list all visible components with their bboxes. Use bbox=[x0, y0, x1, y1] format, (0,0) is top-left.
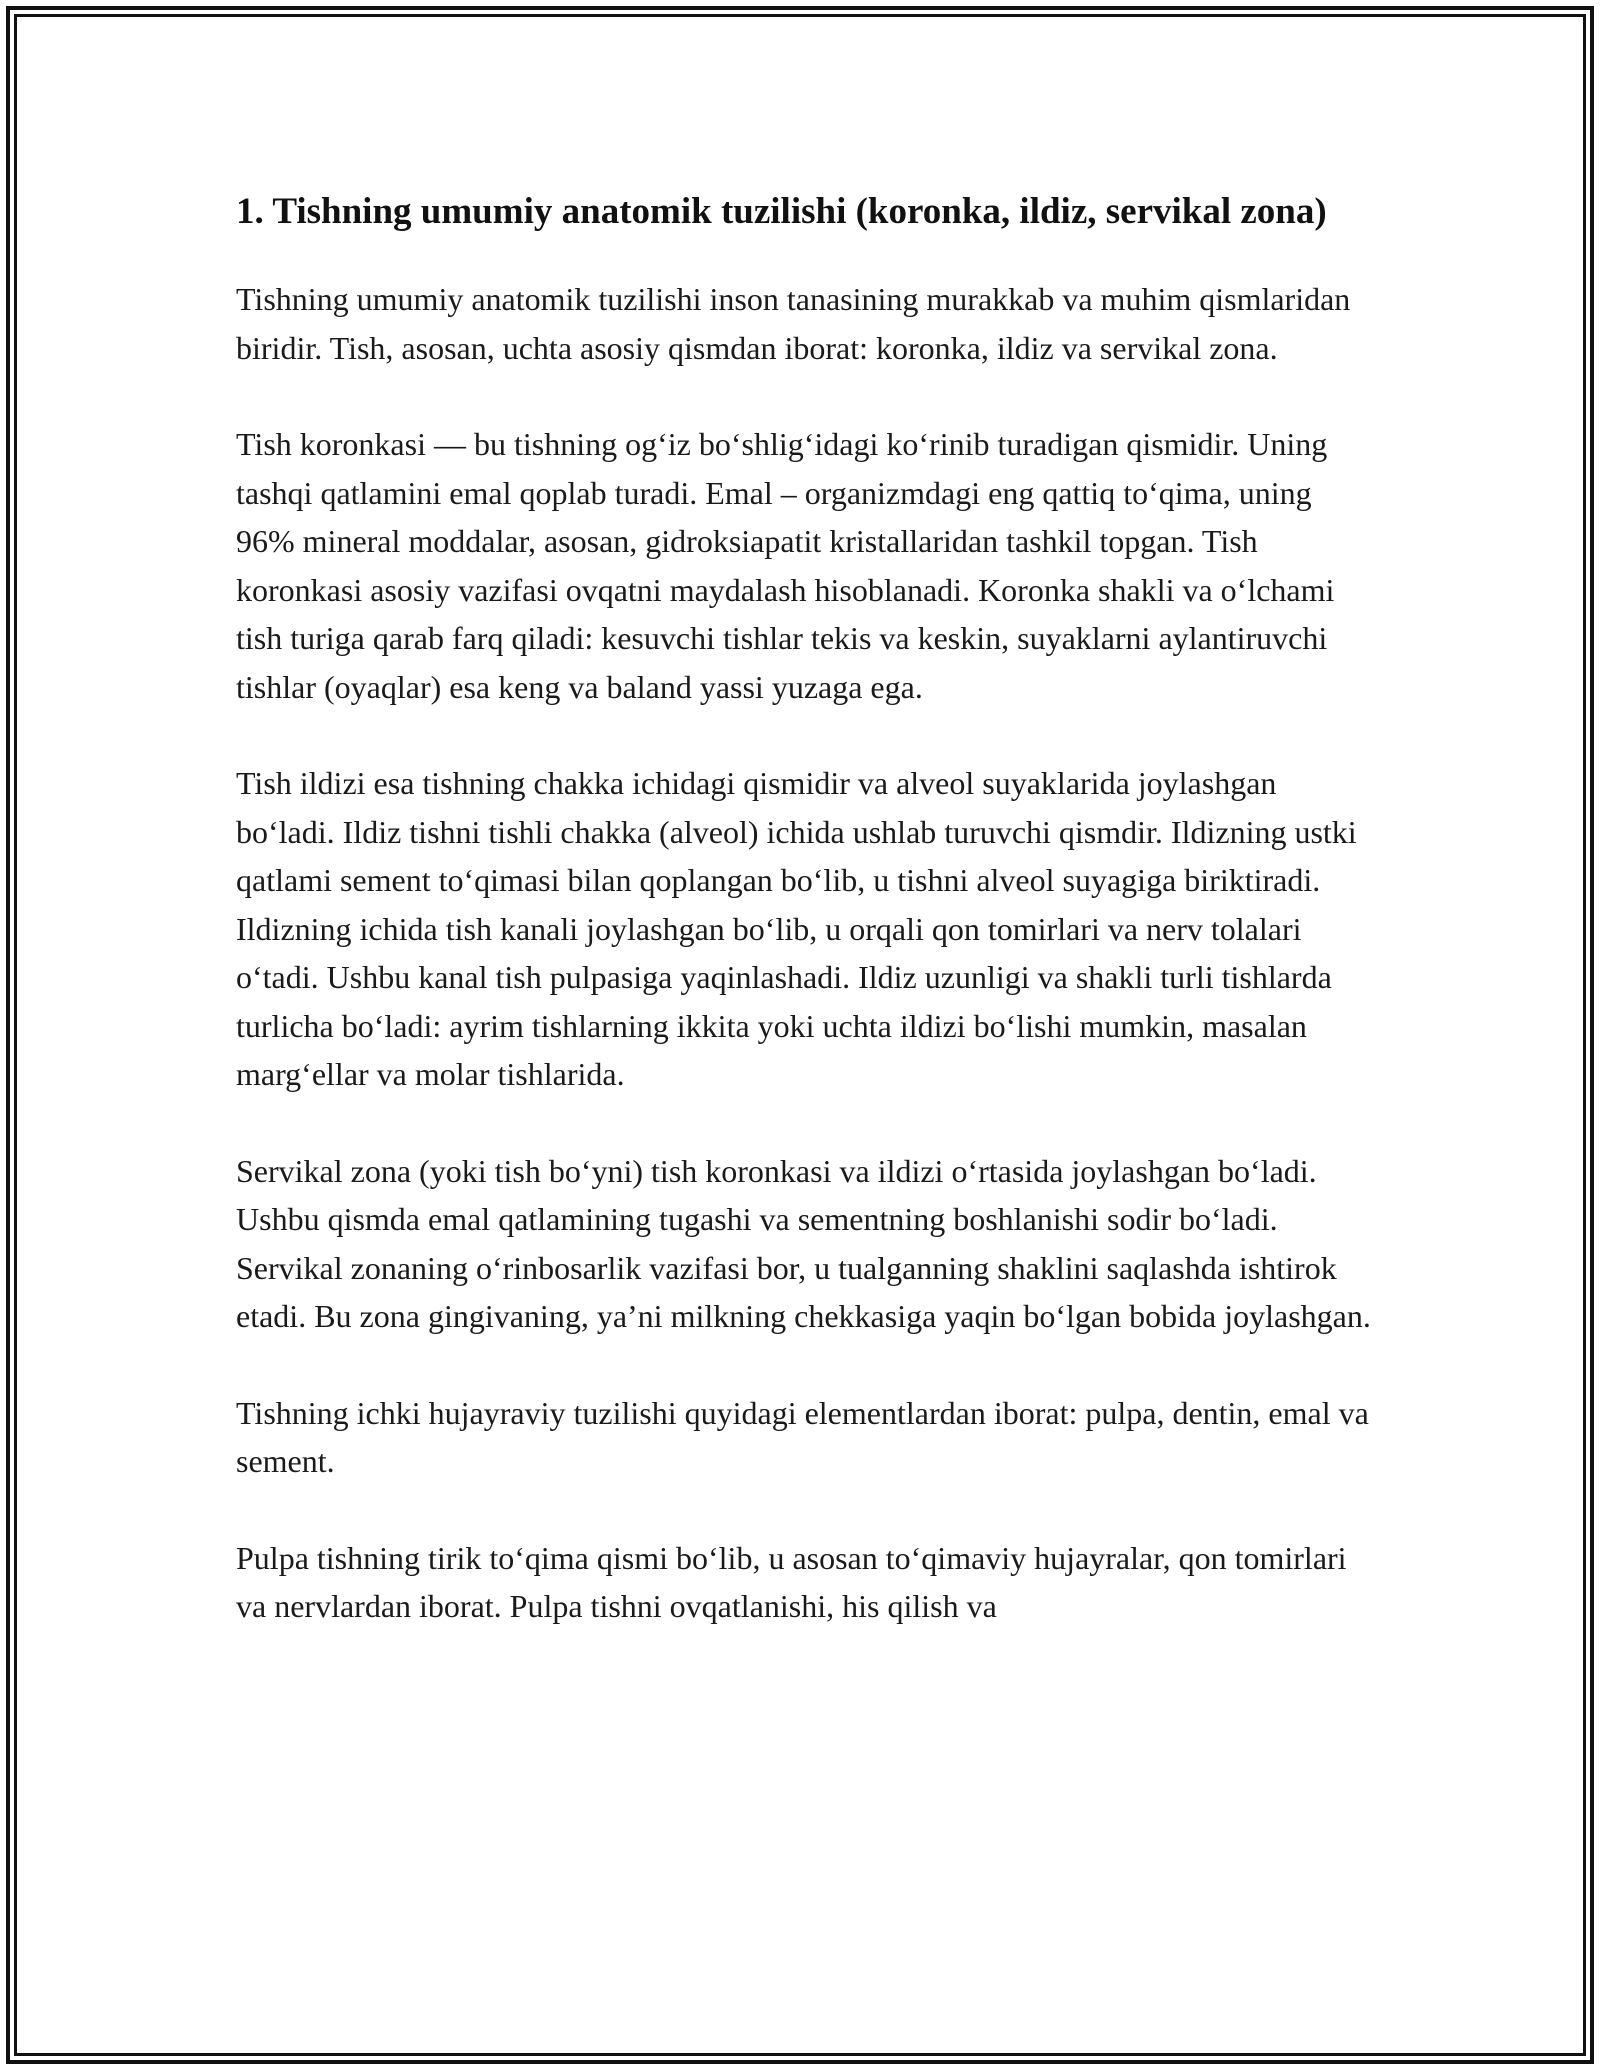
paragraph-pulp: Pulpa tishning tirik to‘qima qismi bo‘lib, u asosan to‘qimaviy hujayralar, qon tomirlari va nervlardan iborat. Pulpa tishni ovqatlanishi, his qilish va bbox=[236, 1539, 1347, 1624]
section-heading: 1. Tishning umumiy anatomik tuzilishi (koronka, ildiz, servikal zona) bbox=[236, 191, 1327, 232]
paragraph-internal-structure: Tishning ichki hujayraviy tuzilishi quyidagi elementlardan iborat: pulpa, dentin, emal va sement. bbox=[236, 1394, 1369, 1479]
paragraph-cervical-zone: Servikal zona (yoki tish bo‘yni) tish koronkasi va ildizi o‘rtasida joylashgan bo‘ladi. Ushbu qismda emal qatlamining tugashi va sementning boshlanishi sodir bo‘ladi. Servikal zonaning o‘rinbosarlik vazifasi bor, u tualganning shaklini saqlashda ishtirok etadi. Bu zona gingivaning, ya’ni milkning chekkasiga yaqin bo‘lgan bobida joylashgan. bbox=[236, 1152, 1371, 1334]
paragraph-intro: Tishning umumiy anatomik tuzilishi inson tanasining murakkab va muhim qismlaridan biridir. Tish, asosan, uchta asosiy qismdan iborat: koronka, ildiz va servikal zona. bbox=[236, 281, 1351, 366]
paragraph-root: Tish ildizi esa tishning chakka ichidagi qismidir va alveol suyaklarida joylashgan bo‘ladi. Ildiz tishni tishli chakka (alveol) ichida ushlab turuvchi qismdir. Ildizning ustki qatlami sement to‘qimasi bilan qoplangan bo‘lib, u tishni alveol suyagiga biriktiradi. Ildizning ichida tish kanali joylashgan bo‘lib, u orqali qon tomirlari va nerv tolalari o‘tadi. Ushbu kanal tish pulpasiga yaqinlashadi. Ildiz uzunligi va shakli turli tishlarda turlicha bo‘ladi: ayrim tishlarning ikkita yoki uchta ildizi bo‘lishi mumkin, masalan marg‘ellar va molar tishlarida. bbox=[236, 765, 1357, 1092]
document-body bbox=[236, 184, 1376, 1679]
paragraph-crown: Tish koronkasi — bu tishning og‘iz bo‘shlig‘idagi ko‘rinib turadigan qismidir. Uning tashqi qatlamini emal qoplab turadi. Emal – organizmdagi eng qattiq to‘qima, uning 96% mineral moddalar, asosan, gidroksiapatit kristallaridan tashkil topgan. Tish koronkasi asosiy vazifasi ovqatni maydalash hisoblanadi. Koronka shakli va o‘lchami tish turiga qarab farq qiladi: kesuvchi tishlar tekis va keskin, suyaklarni aylantiruvchi tishlar (oyaqlar) esa keng va baland yassi yuzaga ega. bbox=[236, 426, 1335, 705]
